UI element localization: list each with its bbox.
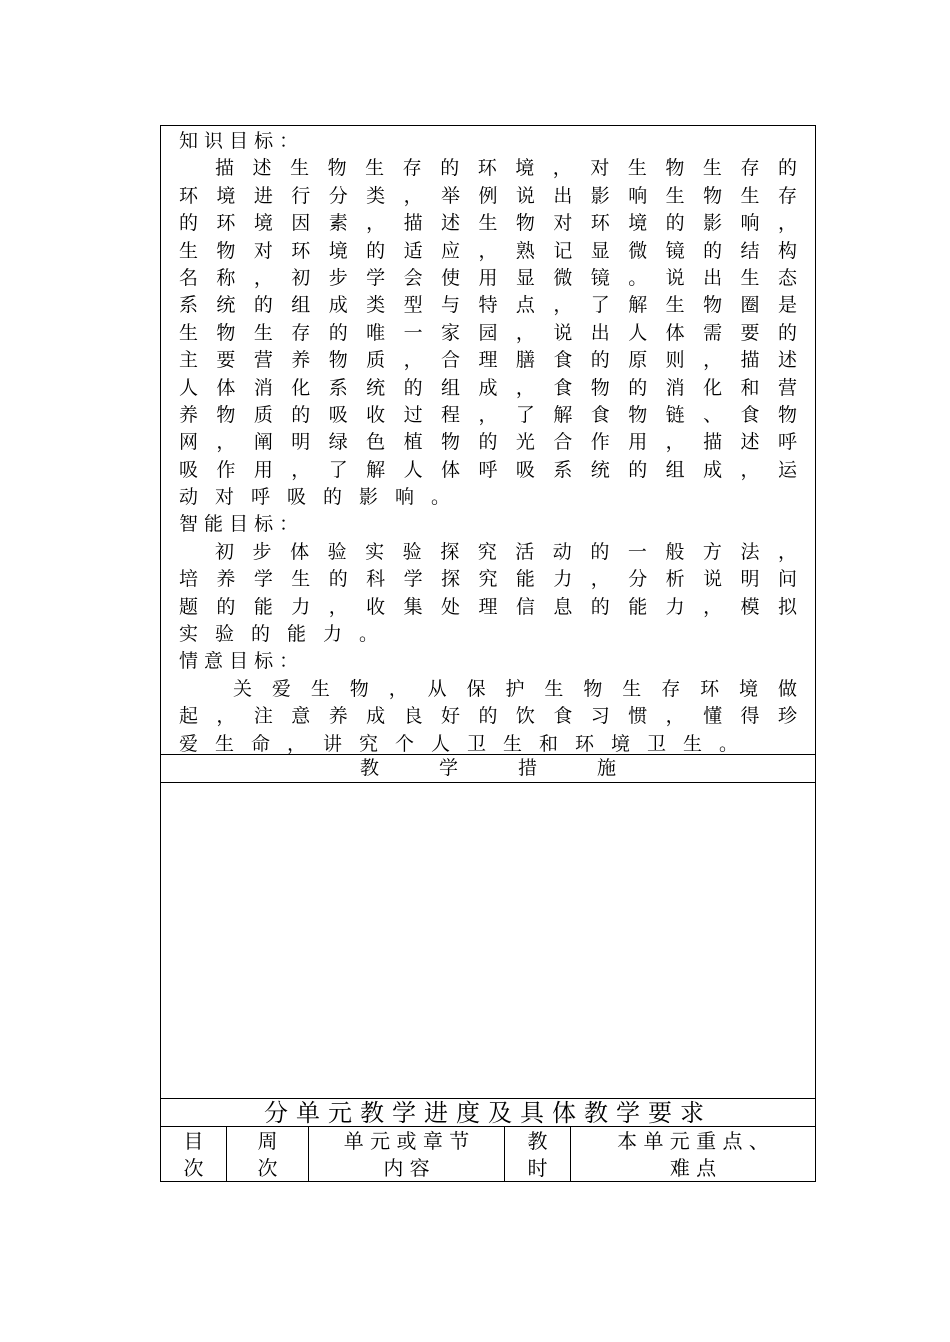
ability-goals-line: 题的能力，收集处理信息的能力，模拟 bbox=[179, 595, 797, 618]
knowledge-goals-line: 的环境因素，描述生物对环境的影响， bbox=[179, 212, 797, 235]
column-header-text: 内 容 bbox=[383, 1155, 430, 1180]
knowledge-goals-line: 生物生存的唯一家园，说出人体需要的 bbox=[179, 321, 797, 344]
column-header-text: 本 单 元 重 点 、 bbox=[617, 1128, 769, 1153]
knowledge-goals-line: 环境进行分类，举例说出影响生物生存 bbox=[179, 184, 797, 207]
knowledge-goals-line: 生物对环境的适应，熟记显微镜的结构 bbox=[179, 239, 797, 262]
column-header-text: 教 bbox=[527, 1128, 548, 1153]
column-header-hours bbox=[505, 1127, 570, 1182]
column-header-key-points bbox=[571, 1127, 815, 1182]
knowledge-goals-line: 网，阐明绿色植物的光合作用，描述呼 bbox=[179, 431, 797, 454]
ability-goals-line: 培养学生的科学探究能力，分析说明问 bbox=[179, 568, 797, 591]
emotion-goals-line: 关爱生物，从保护生物生存环境做 bbox=[233, 677, 797, 700]
measures-heading: 教学措施 bbox=[359, 757, 676, 779]
knowledge-goals-line: 描述生物生存的环境，对生物生存的 bbox=[215, 157, 797, 180]
knowledge-goals-heading: 知 识 目 标 ： bbox=[179, 130, 299, 152]
column-header-text: 次 bbox=[183, 1155, 204, 1180]
emotion-goals-heading: 情 意 目 标 ： bbox=[179, 650, 299, 673]
teaching-plan-form bbox=[160, 125, 816, 1182]
ability-goals-line: 实验的能力。 bbox=[179, 623, 396, 646]
knowledge-goals-line: 名称，初步学会使用显微镜。说出生态 bbox=[179, 266, 797, 289]
knowledge-goals-line: 养物质的吸收过程，了解食物链、食物 bbox=[179, 403, 797, 426]
emotion-goals-line: 起，注意养成良好的饮食习惯，懂得珍 bbox=[179, 705, 797, 728]
knowledge-goals-line: 人体消化系统的组成，食物的消化和营 bbox=[179, 376, 797, 399]
column-header-text: 难 点 bbox=[669, 1155, 717, 1180]
column-header-text: 目 bbox=[183, 1128, 204, 1153]
measures-body bbox=[161, 783, 815, 1098]
progress-table-title: 分单元教学进度及具体教学要求 bbox=[264, 1099, 712, 1127]
emotion-goals-line: 爱生命，讲究个人卫生和环境卫生。 bbox=[179, 732, 756, 755]
ability-goals-heading: 智 能 目 标 ： bbox=[179, 513, 299, 536]
ability-goals-line: 初步体验实验探究活动的一般方法， bbox=[215, 540, 797, 563]
knowledge-goals-line: 系统的组成类型与特点，了解生物圈是 bbox=[179, 294, 797, 317]
column-header-text: 次 bbox=[257, 1155, 278, 1180]
column-header-text: 周 bbox=[257, 1128, 278, 1153]
goals-section bbox=[161, 126, 815, 754]
column-header-week bbox=[227, 1127, 308, 1182]
knowledge-goals-line: 吸作用，了解人体呼吸系统的组成，运 bbox=[179, 458, 797, 481]
knowledge-goals-line: 主要营养物质，合理膳食的原则，描述 bbox=[179, 349, 797, 372]
column-header-text: 时 bbox=[527, 1155, 548, 1180]
column-header-unit-content bbox=[309, 1127, 504, 1182]
knowledge-goals-line: 动对呼吸的影响。 bbox=[179, 486, 468, 509]
column-header-index bbox=[161, 1127, 226, 1182]
column-header-text: 单 元 或 章 节 bbox=[343, 1128, 470, 1153]
